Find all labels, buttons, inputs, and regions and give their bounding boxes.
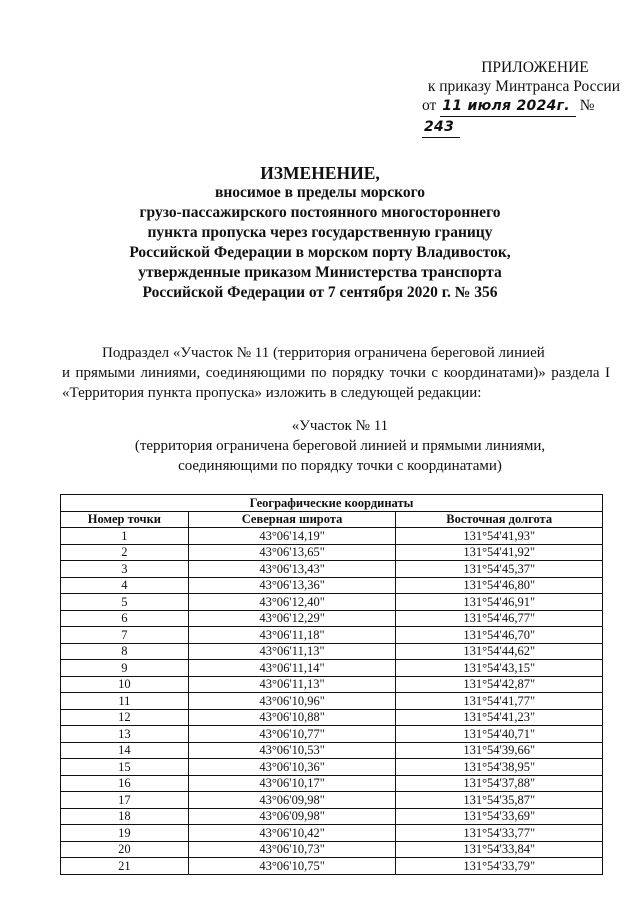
heading-line: Российской Федерации в морском порту Владивосток, <box>129 244 511 261</box>
subheading-line: соединяющими по порядку точки с координатами) <box>178 458 502 474</box>
table-row <box>61 808 603 825</box>
order-date-handwritten: 11 июля 2024г. <box>440 97 576 117</box>
cell-point-number: 10 <box>61 676 189 693</box>
body-paragraph <box>62 343 610 403</box>
cell-point-number: 14 <box>61 742 189 759</box>
table-row <box>61 561 603 578</box>
section-subheading <box>80 416 600 476</box>
cell-longitude: 131°54'41,92" <box>396 544 603 561</box>
heading-line: утвержденные приказом Министерства транспорта <box>138 264 502 281</box>
cell-longitude: 131°54'41,77" <box>396 693 603 710</box>
document-heading <box>60 163 580 303</box>
cell-point-number: 15 <box>61 759 189 776</box>
appendix-order-line <box>420 96 620 138</box>
cell-longitude: 131°54'38,95" <box>396 759 603 776</box>
cell-longitude: 131°54'39,66" <box>396 742 603 759</box>
paragraph-rest: и прямыми линиями, соединяющими по порядку точки с координатами)» раздела I «Территория пункта пропуска» изложить в следующей редакции: <box>62 365 610 401</box>
cell-longitude: 131°54'33,69" <box>396 808 603 825</box>
cell-latitude: 43°06'10,77" <box>188 726 396 743</box>
cell-point-number: 11 <box>61 693 189 710</box>
table-row <box>61 775 603 792</box>
cell-latitude: 43°06'09,98" <box>188 792 396 809</box>
cell-longitude: 131°54'46,91" <box>396 594 603 611</box>
table-row <box>61 841 603 858</box>
cell-point-number: 17 <box>61 792 189 809</box>
coordinates-table <box>60 494 603 875</box>
cell-longitude: 131°54'42,87" <box>396 676 603 693</box>
paragraph-first-line: Подраздел «Участок № 11 (территория ограничена береговой линией <box>102 345 545 361</box>
cell-point-number: 18 <box>61 808 189 825</box>
heading-line: пункта пропуска через государственную границу <box>147 224 493 241</box>
order-number-handwritten: 243 <box>422 118 460 138</box>
cell-latitude: 43°06'10,73" <box>188 841 396 858</box>
cell-latitude: 43°06'10,96" <box>188 693 396 710</box>
cell-longitude: 131°54'41,23" <box>396 709 603 726</box>
cell-longitude: 131°54'43,15" <box>396 660 603 677</box>
table-row <box>61 643 603 660</box>
cell-longitude: 131°54'33,77" <box>396 825 603 842</box>
cell-point-number: 1 <box>61 528 189 545</box>
appendix-title: ПРИЛОЖЕНИЕ <box>481 59 589 76</box>
cell-point-number: 12 <box>61 709 189 726</box>
cell-longitude: 131°54'44,62" <box>396 643 603 660</box>
heading-title: ИЗМЕНЕНИЕ, <box>260 163 380 183</box>
table-row <box>61 627 603 644</box>
table-row <box>61 528 603 545</box>
cell-latitude: 43°06'12,29" <box>188 610 396 627</box>
column-header-point-number: Номер точки <box>61 511 189 528</box>
cell-point-number: 2 <box>61 544 189 561</box>
table-body <box>61 528 603 875</box>
table-row <box>61 858 603 875</box>
table-row <box>61 709 603 726</box>
heading-line: вносимое в пределы морского <box>214 184 426 201</box>
cell-latitude: 43°06'10,53" <box>188 742 396 759</box>
cell-longitude: 131°54'45,37" <box>396 561 603 578</box>
cell-latitude: 43°06'11,18" <box>188 627 396 644</box>
cell-point-number: 19 <box>61 825 189 842</box>
table-row <box>61 660 603 677</box>
appendix-block <box>420 58 620 138</box>
cell-point-number: 7 <box>61 627 189 644</box>
subheading-line: (территория ограничена береговой линией и прямыми линиями, <box>134 438 546 454</box>
appendix-order-ref: к приказу Минтранса России <box>427 78 620 95</box>
cell-latitude: 43°06'10,36" <box>188 759 396 776</box>
cell-latitude: 43°06'09,98" <box>188 808 396 825</box>
cell-point-number: 9 <box>61 660 189 677</box>
cell-point-number: 4 <box>61 577 189 594</box>
cell-latitude: 43°06'10,88" <box>188 709 396 726</box>
cell-point-number: 16 <box>61 775 189 792</box>
table-row <box>61 577 603 594</box>
cell-longitude: 131°54'41,93" <box>396 528 603 545</box>
cell-point-number: 21 <box>61 858 189 875</box>
cell-point-number: 6 <box>61 610 189 627</box>
cell-latitude: 43°06'13,65" <box>188 544 396 561</box>
cell-point-number: 13 <box>61 726 189 743</box>
table-row <box>61 742 603 759</box>
cell-point-number: 8 <box>61 643 189 660</box>
cell-point-number: 20 <box>61 841 189 858</box>
cell-latitude: 43°06'13,36" <box>188 577 396 594</box>
table-row <box>61 825 603 842</box>
table-row <box>61 544 603 561</box>
cell-latitude: 43°06'11,13" <box>188 676 396 693</box>
heading-line: Российской Федерации от 7 сентября 2020 г. № 356 <box>142 284 498 301</box>
table-row <box>61 594 603 611</box>
cell-point-number: 3 <box>61 561 189 578</box>
cell-latitude: 43°06'10,17" <box>188 775 396 792</box>
cell-longitude: 131°54'46,77" <box>396 610 603 627</box>
cell-latitude: 43°06'13,43" <box>188 561 396 578</box>
order-number-prefix: № <box>579 97 595 114</box>
cell-longitude: 131°54'46,80" <box>396 577 603 594</box>
cell-longitude: 131°54'33,84" <box>396 841 603 858</box>
column-header-longitude: Восточная долгота <box>396 511 603 528</box>
table-row <box>61 610 603 627</box>
cell-latitude: 43°06'12,40" <box>188 594 396 611</box>
cell-latitude: 43°06'10,42" <box>188 825 396 842</box>
table-row <box>61 726 603 743</box>
cell-latitude: 43°06'11,13" <box>188 643 396 660</box>
heading-line: грузо-пассажирского постоянного многостороннего <box>139 204 501 221</box>
table-row <box>61 792 603 809</box>
cell-longitude: 131°54'40,71" <box>396 726 603 743</box>
cell-latitude: 43°06'10,75" <box>188 858 396 875</box>
cell-latitude: 43°06'14,19" <box>188 528 396 545</box>
table-row <box>61 693 603 710</box>
cell-longitude: 131°54'33,79" <box>396 858 603 875</box>
cell-longitude: 131°54'46,70" <box>396 627 603 644</box>
table-row <box>61 759 603 776</box>
cell-point-number: 5 <box>61 594 189 611</box>
table-row <box>61 676 603 693</box>
cell-latitude: 43°06'11,14" <box>188 660 396 677</box>
order-prefix: от <box>422 97 437 114</box>
column-header-latitude: Северная широта <box>188 511 396 528</box>
cell-longitude: 131°54'35,87" <box>396 792 603 809</box>
subheading-line: «Участок № 11 <box>291 418 389 434</box>
cell-longitude: 131°54'37,88" <box>396 775 603 792</box>
table-group-header: Географические координаты <box>61 495 603 512</box>
